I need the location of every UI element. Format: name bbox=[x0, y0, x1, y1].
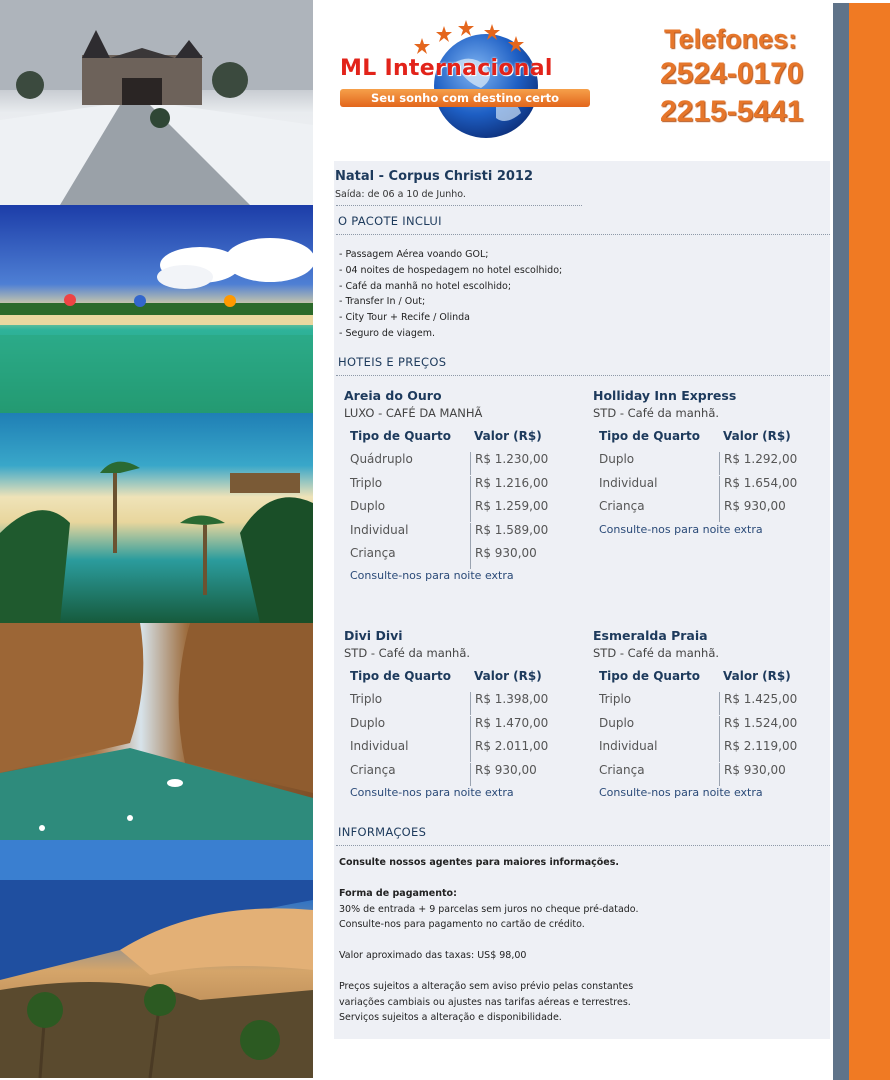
room-price: R$ 1.259,00 bbox=[470, 499, 548, 522]
col-room-type: Tipo de Quarto bbox=[350, 429, 451, 443]
table-row bbox=[350, 475, 549, 499]
list-item: - Seguro de viagem. bbox=[339, 327, 436, 339]
table-row bbox=[599, 499, 786, 522]
price-table bbox=[599, 429, 798, 536]
table-header bbox=[350, 429, 542, 452]
spacer bbox=[339, 964, 819, 980]
table-header bbox=[599, 429, 791, 452]
hotel-card-holliday-inn-express bbox=[593, 388, 833, 536]
room-type: Individual bbox=[350, 522, 409, 537]
col-room-type: Tipo de Quarto bbox=[599, 669, 700, 683]
price-table bbox=[599, 669, 798, 799]
divider bbox=[336, 845, 830, 846]
room-price: R$ 1.230,00 bbox=[470, 452, 548, 475]
room-type: Quádruplo bbox=[350, 452, 413, 467]
room-type: Criança bbox=[599, 762, 645, 777]
room-type: Criança bbox=[350, 545, 396, 560]
room-type: Duplo bbox=[350, 715, 386, 730]
table-row bbox=[350, 692, 549, 715]
price-table bbox=[350, 429, 549, 583]
taxes-line: Valor aproximado das taxas: US$ 98,00 bbox=[339, 950, 527, 961]
side-bar-gray bbox=[833, 3, 849, 1080]
photo-snowy-castle bbox=[0, 0, 313, 205]
brand-name: ML Internacional bbox=[340, 56, 553, 81]
disclaimer-line: Serviços sujeitos a alteração e disponibilidade. bbox=[339, 1012, 562, 1023]
room-type: Triplo bbox=[350, 475, 383, 490]
divider bbox=[336, 375, 830, 376]
table-row bbox=[599, 475, 798, 499]
hotel-category: STD - Café da manhã. bbox=[593, 646, 720, 660]
table-row bbox=[599, 739, 798, 762]
room-price: R$ 1.524,00 bbox=[719, 716, 797, 739]
room-price: R$ 930,00 bbox=[719, 763, 786, 786]
photo-strip bbox=[0, 0, 313, 1078]
col-price: Valor (R$) bbox=[474, 669, 542, 683]
disclaimer-line: variações cambiais ou ajustes nas tarifas aéreas e terrestres. bbox=[339, 996, 631, 1008]
hotel-name: Esmeralda Praia bbox=[593, 628, 708, 643]
list-item: - Café da manhã no hotel escolhido; bbox=[339, 280, 512, 292]
list-item: - City Tour + Recife / Olinda bbox=[339, 312, 470, 324]
includes-list bbox=[339, 247, 562, 342]
table-row bbox=[599, 692, 798, 715]
table-row bbox=[599, 762, 786, 786]
hotel-card-areia-do-ouro bbox=[344, 388, 584, 583]
col-price: Valor (R$) bbox=[474, 429, 542, 443]
hotel-name: Areia do Ouro bbox=[344, 388, 442, 403]
package-title: Natal - Corpus Christi 2012 bbox=[335, 169, 534, 184]
room-type: Individual bbox=[599, 475, 658, 490]
hotels-heading: HOTEIS E PREÇOS bbox=[338, 355, 447, 369]
table-row bbox=[350, 545, 537, 569]
hotel-name: Holliday Inn Express bbox=[593, 388, 737, 403]
room-price: R$ 1.470,00 bbox=[470, 716, 548, 739]
table-row bbox=[599, 452, 798, 475]
hotel-card-esmeralda-praia bbox=[593, 628, 833, 799]
hotel-card-divi-divi bbox=[344, 628, 584, 799]
table-row bbox=[350, 762, 537, 786]
room-type: Criança bbox=[350, 762, 396, 777]
room-type: Duplo bbox=[599, 452, 635, 467]
phone-number-1[interactable]: 2524-0170 bbox=[660, 57, 804, 90]
list-item: - 04 noites de hospedagem no hotel escolhido; bbox=[339, 264, 563, 276]
divider bbox=[336, 234, 830, 235]
table-row bbox=[350, 522, 549, 546]
table-header bbox=[350, 669, 542, 692]
phones-label: Telefones: bbox=[664, 24, 798, 54]
hotel-category: LUXO - CAFÉ DA MANHÃ bbox=[344, 406, 483, 420]
col-room-type: Tipo de Quarto bbox=[599, 429, 700, 443]
payment-heading: Forma de pagamento: bbox=[339, 888, 457, 899]
room-price: R$ 1.398,00 bbox=[470, 692, 548, 715]
table-row bbox=[599, 715, 798, 739]
package-dates: Saída: de 06 a 10 de Junho. bbox=[335, 189, 466, 200]
contact-phones bbox=[660, 24, 820, 131]
room-price: R$ 930,00 bbox=[470, 546, 537, 569]
disclaimer-line: Preços sujeitos a alteração sem aviso prévio pelas constantes bbox=[339, 981, 634, 992]
room-type: Duplo bbox=[599, 715, 635, 730]
room-price: R$ 2.011,00 bbox=[470, 739, 548, 762]
hotel-category: STD - Café da manhã. bbox=[593, 406, 720, 420]
room-type: Triplo bbox=[350, 692, 383, 707]
table-header bbox=[599, 669, 791, 692]
extra-night-link[interactable]: Consulte-nos para noite extra bbox=[350, 785, 514, 799]
col-room-type: Tipo de Quarto bbox=[350, 669, 451, 683]
includes-heading: O PACOTE INCLUI bbox=[338, 214, 442, 228]
payment-line: 30% de entrada + 9 parcelas sem juros no cheque pré-datado. bbox=[339, 903, 639, 915]
room-price: R$ 1.216,00 bbox=[470, 476, 548, 499]
room-price: R$ 930,00 bbox=[719, 499, 786, 522]
room-price: R$ 1.425,00 bbox=[719, 692, 797, 715]
payment-line: Consulte-nos para pagamento no cartão de crédito. bbox=[339, 919, 585, 930]
room-price: R$ 1.292,00 bbox=[719, 452, 797, 475]
col-price: Valor (R$) bbox=[723, 429, 791, 443]
info-heading: INFORMAÇOES bbox=[338, 825, 427, 839]
room-type: Individual bbox=[599, 739, 658, 754]
hotel-category: STD - Café da manhã. bbox=[344, 646, 471, 660]
photo-lagoon-palms bbox=[0, 413, 313, 623]
list-item: - Transfer In / Out; bbox=[339, 296, 426, 308]
room-type: Duplo bbox=[350, 499, 386, 514]
room-type: Criança bbox=[599, 499, 645, 514]
extra-night-link[interactable]: Consulte-nos para noite extra bbox=[350, 569, 514, 583]
list-item: - Passagem Aérea voando GOL; bbox=[339, 249, 489, 260]
table-row bbox=[350, 499, 549, 522]
room-price: R$ 930,00 bbox=[470, 763, 537, 786]
photo-canyon-river bbox=[0, 623, 313, 840]
col-price: Valor (R$) bbox=[723, 669, 791, 683]
photo-beach-palms bbox=[0, 205, 313, 413]
room-type: Triplo bbox=[599, 692, 632, 707]
brand-slogan: Seu sonho com destino certo bbox=[340, 89, 590, 107]
price-table bbox=[350, 669, 549, 799]
table-row bbox=[350, 452, 549, 475]
extra-night-link[interactable]: Consulte-nos para noite extra bbox=[599, 522, 763, 536]
info-lead: Consulte nossos agentes para maiores informações. bbox=[339, 857, 620, 868]
photo-coast-dunes bbox=[0, 840, 313, 1078]
table-row bbox=[350, 739, 549, 762]
room-price: R$ 1.589,00 bbox=[470, 523, 548, 546]
spacer bbox=[339, 871, 819, 887]
hotel-name: Divi Divi bbox=[344, 628, 403, 643]
room-price: R$ 1.654,00 bbox=[719, 476, 797, 499]
divider bbox=[336, 205, 582, 206]
extra-night-link[interactable]: Consulte-nos para noite extra bbox=[599, 785, 763, 799]
side-bar-orange bbox=[849, 3, 890, 1080]
info-block bbox=[339, 855, 819, 1026]
phone-number-2[interactable]: 2215-5441 bbox=[660, 95, 804, 128]
spacer bbox=[339, 933, 819, 949]
room-type: Individual bbox=[350, 739, 409, 754]
room-price: R$ 2.119,00 bbox=[719, 739, 797, 762]
table-row bbox=[350, 715, 549, 739]
